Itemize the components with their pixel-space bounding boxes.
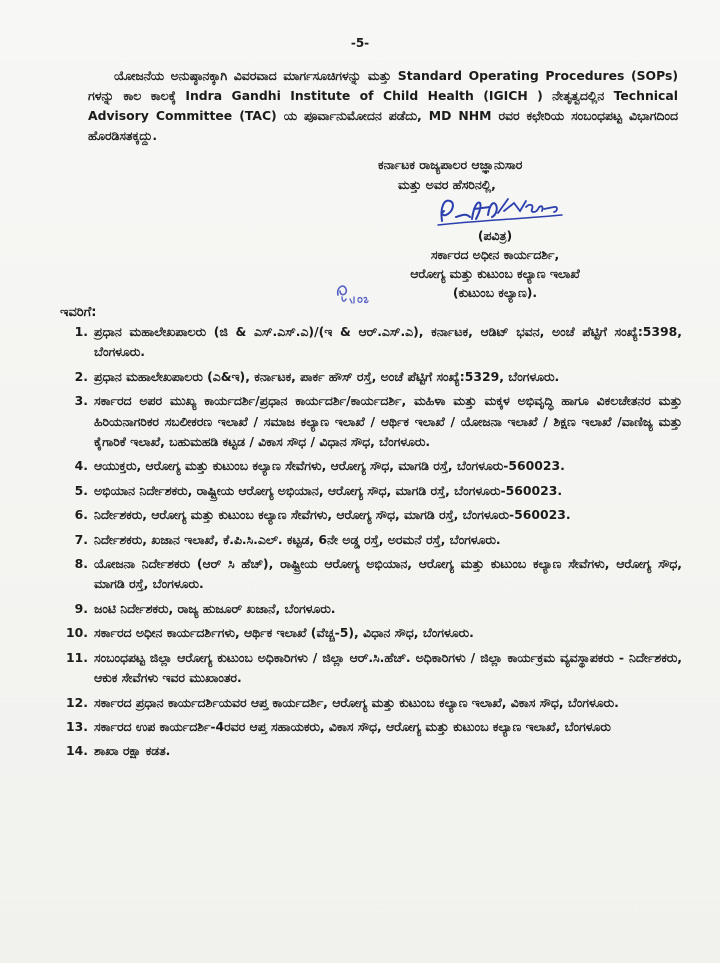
recipient-text: ಸರ್ಕಾರದ ಪ್ರಧಾನ ಕಾರ್ಯದರ್ಶಿಯವರ ಆಪ್ತ ಕಾರ್ಯದರ್ಶಿ, ಆರೋಗ್ಯ ಮತ್ತು ಕುಟುಂಬ ಕಲ್ಯಾಣ ಇಲಾಖೆ, ವಿಕಾಸ ಸೌಧ, ಬೆಂಗಳೂರು. [94, 694, 619, 710]
recipient-text: ನಿರ್ದೇಶಕರು, ಆರೋಗ್ಯ ಮತ್ತು ಕುಟುಂಬ ಕಲ್ಯಾಣ ಸೇವೆಗಳು, ಆರೋಗ್ಯ ಸೌಧ, ಮಾಗಡಿ ರಸ್ತೆ, ಬೆಂಗಳೂರು-560023. [94, 507, 571, 523]
recipient-number: 3. [74, 393, 88, 409]
signer-name: (ಪವಿತ್ರ) [477, 228, 513, 243]
recipient-item [60, 456, 682, 476]
recipients-heading: ಇವರಿಗೆ: [60, 305, 97, 320]
recipient-item [60, 530, 682, 550]
authority-line-2: ಮತ್ತು ಅವರ ಹೆಸರಿನಲ್ಲಿ, [398, 177, 496, 192]
handwritten-initials [332, 281, 372, 307]
recipient-text: ಪ್ರಧಾನ ಮಹಾಲೇಖಪಾಲರು (ಎ&ಇ), ಕರ್ನಾಟಕ, ಪಾರ್ಕ ಹೌಸ್ ರಸ್ತೆ, ಅಂಚೆ ಪೆಟ್ಟಿಗೆ ಸಂಖ್ಯೆ:5329, ಬೆಂಗಳೂರು. [94, 368, 560, 384]
recipient-number: 8. [74, 556, 88, 572]
recipients-list [60, 322, 682, 766]
recipient-item [60, 322, 682, 363]
recipient-number: 4. [74, 458, 88, 474]
authority-block [378, 155, 618, 195]
recipient-number: 9. [74, 600, 88, 616]
recipient-number: 14. [66, 743, 88, 759]
recipient-item [60, 648, 682, 689]
recipient-item [60, 717, 682, 737]
recipient-number: 12. [66, 694, 88, 710]
recipient-item [60, 741, 682, 761]
recipient-number: 5. [74, 482, 88, 498]
signer-designation: ಸರ್ಕಾರದ ಅಧೀನ ಕಾರ್ಯದರ್ಶಿ, [430, 247, 560, 262]
recipient-number: 11. [66, 649, 88, 665]
intro-paragraph: ಯೋಜನೆಯ ಅನುಷ್ಠಾನಕ್ಕಾಗಿ ವಿವರವಾದ ಮಾರ್ಗಸೂಚಿಗಳನ್ನು ಮತ್ತು Standard Operating Procedures (SOPs) ಗಳನ್ನು ಕಾಲ ಕಾಲಕ್ಕೆ Indra Gandhi Institute of Child Health (IGICH ) ನೇತೃತ್ವದಲ್ಲಿನ Technical Advisory Committee (TAC) ಯ ಪೂರ್ವಾನುಮೋದನ ಪಡೆದು, MD NHM ರವರ ಕಛೇರಿಯ ಸಂಬಂಧಪಟ್ಟ ವಿಭಾಗದಿಂದ ಹೊರಡಿಸತಕ್ಕದ್ದು. [88, 68, 678, 143]
signature-graphic [430, 193, 570, 229]
recipient-text: ಆಯುಕ್ತರು, ಆರೋಗ್ಯ ಮತ್ತು ಕುಟುಂಬ ಕಲ್ಯಾಣ ಸೇವೆಗಳು, ಆರೋಗ್ಯ ಸೌಧ, ಮಾಗಡಿ ರಸ್ತೆ, ಬೆಂಗಳೂರು-560023. [94, 458, 565, 474]
recipient-item [60, 481, 682, 501]
recipient-text: ಪ್ರಧಾನ ಮಹಾಲೇಖಪಾಲರು (ಜಿ & ಎಸ್.ಎಸ್.ಎ)/(ಇ & ಆರ್.ಎಸ್.ಎ), ಕರ್ನಾಟಕ, ಆಡಿಟ್ ಭವನ, ಅಂಚೆ ಪೆಟ್ಟಿಗೆ ಸಂಖ್ಯೆ:5398, ಬೆಂಗಳೂರು. [94, 324, 682, 360]
recipient-number: 1. [74, 324, 88, 339]
recipient-number: 6. [74, 507, 88, 523]
recipient-text: ಸಂಬಂಧಪಟ್ಟ ಜಿಲ್ಲಾ ಆರೋಗ್ಯ ಕುಟುಂಬ ಅಧಿಕಾರಿಗಳು / ಜಿಲ್ಲಾ ಆರ್.ಸಿ.ಹೆಚ್. ಅಧಿಕಾರಿಗಳು / ಜಿಲ್ಲಾ ಕಾರ್ಯಕ್ರಮ ವ್ಯವಸ್ಥಾಪಕರು - ನಿರ್ದೇಶಕರು, ಆಕುಕ ಸೇವೆಗಳು ಇವರ ಮುಖಾಂತರ. [94, 649, 682, 686]
recipient-text: ಸರ್ಕಾರದ ಉಪ ಕಾರ್ಯದರ್ಶಿ-4ರವರ ಆಪ್ತ ಸಹಾಯಕರು, ವಿಕಾಸ ಸೌಧ, ಆರೋಗ್ಯ ಮತ್ತು ಕುಟುಂಬ ಕಲ್ಯಾಣ ಇಲಾಖೆ, ಬೆಂಗಳೂರು [94, 718, 611, 734]
recipient-number: 13. [66, 718, 88, 734]
recipient-item [60, 367, 682, 387]
signer-section: (ಕುಟುಂಬ ಕಲ್ಯಾಣ). [452, 285, 538, 300]
handwritten-signature [430, 193, 570, 229]
recipient-text: ನಿರ್ದೇಶಕರು, ಖಜಾನ ಇಲಾಖೆ, ಕೆ.ಪಿ.ಸಿ.ಎಲ್. ಕಟ್ಟಡ, 6ನೇ ಅಡ್ಡ ರಸ್ತೆ, ಅರಮನೆ ರಸ್ತೆ, ಬೆಂಗಳೂರು. [94, 531, 501, 547]
recipient-text: ಸರ್ಕಾರದ ಅಪರ ಮುಖ್ಯ ಕಾರ್ಯದರ್ಶಿ/ಪ್ರಧಾನ ಕಾರ್ಯದರ್ಶಿ/ಕಾರ್ಯದರ್ಶಿ, ಮಹಿಳಾ ಮತ್ತು ಮಕ್ಕಳ ಅಭಿವೃದ್ಧಿ ಹಾಗೂ ವಿಕಲಚೇತನರ ಮತ್ತು ಹಿರಿಯನಾಗರಿಕರ ಸಬಲೀಕರಣ ಇಲಾಖೆ / ಸಮಾಜ ಕಲ್ಯಾಣ ಇಲಾಖೆ / ಆರ್ಥಿಕ ಇಲಾಖೆ / ಯೋಜನಾ ಇಲಾಖೆ / ಶಿಕ್ಷಣ ಇಲಾಖೆ /ವಾಣಿಜ್ಯ ಮತ್ತು ಕೈಗಾರಿಕೆ ಇಲಾಖೆ, ಬಹುಮಹಡಿ ಕಟ್ಟಡ / ವಿಕಾಸ ಸೌಧ / ವಿಧಾನ ಸೌಧ, ಬೆಂಗಳೂರು. [94, 393, 682, 450]
authority-line-1: ಕರ್ನಾಟಕ ರಾಜ್ಯಪಾಲರ ಆಜ್ಞಾನುಸಾರ [378, 157, 523, 172]
recipient-item [60, 599, 682, 619]
recipient-item [60, 505, 682, 525]
page-number: -5- [350, 36, 370, 50]
recipient-text: ಶಾಖಾ ರಕ್ಷಾ ಕಡತ. [94, 743, 171, 759]
recipient-number: 2. [74, 368, 88, 384]
recipient-text: ಸರ್ಕಾರದ ಅಧೀನ ಕಾರ್ಯದರ್ಶಿಗಳು, ಆರ್ಥಿಕ ಇಲಾಖೆ (ವೆಚ್ಚ-5), ವಿಧಾನ ಸೌಧ, ಬೆಂಗಳೂರು. [94, 625, 474, 641]
recipient-text: ಯೋಜನಾ ನಿರ್ದೇಶಕರು (ಆರ್ ಸಿ ಹೆಚ್), ರಾಷ್ಟ್ರೀಯ ಆರೋಗ್ಯ ಅಭಿಯಾನ, ಆರೋಗ್ಯ ಮತ್ತು ಕುಟುಂಬ ಕಲ್ಯಾಣ ಸೇವೆಗಳು, ಆರೋಗ್ಯ ಸೌಧ, ಮಾಗಡಿ ರಸ್ತೆ, ಬೆಂಗಳೂರು. [94, 556, 682, 592]
recipient-item [60, 391, 682, 452]
recipient-item [60, 693, 682, 713]
recipient-number: 7. [74, 531, 88, 547]
initials-graphic [332, 281, 372, 307]
recipient-text: ಜಂಟಿ ನಿರ್ದೇಶಕರು, ರಾಜ್ಯ ಹುಜೂರ್ ಖಜಾನೆ, ಬೆಂಗಳೂರು. [94, 600, 336, 616]
signer-department: ಆರೋಗ್ಯ ಮತ್ತು ಕುಟುಂಬ ಕಲ್ಯಾಣ ಇಲಾಖೆ [410, 266, 580, 281]
recipient-item [60, 623, 682, 643]
recipient-item [60, 554, 682, 595]
recipient-number: 10. [66, 625, 88, 641]
recipient-text: ಅಭಿಯಾನ ನಿರ್ದೇಶಕರು, ರಾಷ್ಟ್ರೀಯ ಆರೋಗ್ಯ ಅಭಿಯಾನ, ಆರೋಗ್ಯ ಸೌಧ, ಮಾಗಡಿ ರಸ್ತೆ, ಬೆಂಗಳೂರು-560023. [94, 482, 563, 498]
signer-block [340, 226, 650, 302]
